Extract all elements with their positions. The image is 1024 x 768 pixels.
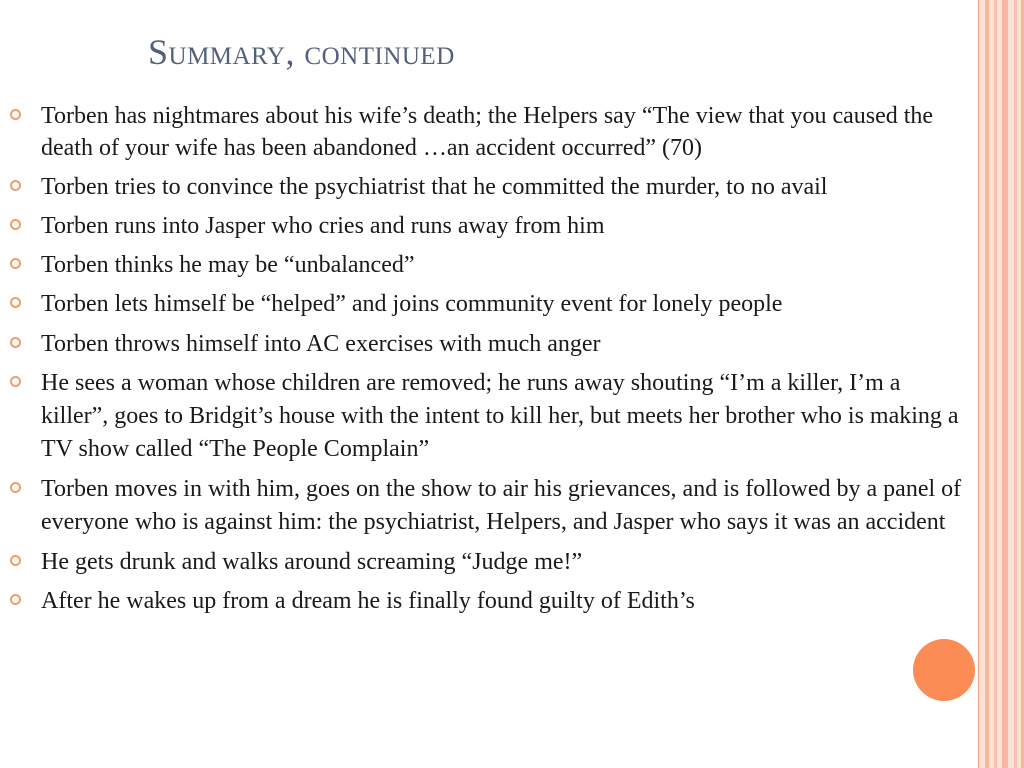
bullet-item — [10, 210, 972, 242]
bullet-item — [10, 171, 972, 203]
decorative-stripes — [978, 0, 1024, 768]
decorative-circle — [913, 639, 975, 701]
bullet-circle-icon — [10, 376, 21, 387]
bullet-item — [10, 473, 972, 539]
bullet-circle-icon — [10, 219, 21, 230]
bullet-circle-icon — [10, 594, 21, 605]
stripe — [978, 0, 979, 768]
bullet-text: Torben runs into Jasper who cries and runs away from him — [41, 213, 605, 239]
bullet-text: After he wakes up from a dream he is finally found guilty of Edith’s — [41, 588, 695, 614]
bullet-text: Torben lets himself be “helped” and joins community event for lonely people — [41, 291, 783, 317]
bullet-item — [10, 367, 972, 466]
bullet-item — [10, 546, 972, 578]
bullet-item — [10, 288, 972, 321]
bullet-item — [10, 249, 972, 281]
bullet-text: Torben moves in with him, goes on the show to air his grievances, and is followed by a panel of everyone who is against him: the psychiatrist, Helpers, and Jasper who says it was an accident — [41, 476, 962, 535]
slide-title: Summary, continued — [148, 32, 455, 72]
bullet-text: He sees a woman whose children are removed; he runs away shouting “I’m a killer, I’m a killer”, goes to Bridgit’s house with the intent to kill her, but meets her brother who is making a TV show called “The People Complain” — [41, 370, 959, 462]
bullet-circle-icon — [10, 337, 21, 348]
stripe — [1014, 0, 1017, 768]
bullet-item — [10, 585, 972, 617]
bullet-item — [10, 328, 972, 360]
bullet-circle-icon — [10, 109, 21, 120]
bullet-circle-icon — [10, 258, 21, 269]
stripe — [994, 0, 997, 768]
bullet-circle-icon — [10, 180, 21, 191]
bullet-text: He gets drunk and walks around screaming “Judge me!” — [41, 549, 583, 575]
bullet-text: Torben has nightmares about his wife’s death; the Helpers say “The view that you caused the death of your wife has been abandoned …an accident occurred” (70) — [41, 103, 934, 161]
bullet-text: Torben throws himself into AC exercises with much anger — [41, 331, 601, 357]
bullet-circle-icon — [10, 555, 21, 566]
bullet-item — [10, 100, 972, 164]
stripe — [1002, 0, 1008, 768]
bullet-circle-icon — [10, 482, 21, 493]
bullet-circle-icon — [10, 297, 21, 308]
bullet-text: Torben tries to convince the psychiatrist that he committed the murder, to no avail — [41, 174, 828, 200]
stripe — [985, 0, 989, 768]
bullet-list — [10, 100, 972, 624]
bullet-text: Torben thinks he may be “unbalanced” — [41, 252, 415, 278]
